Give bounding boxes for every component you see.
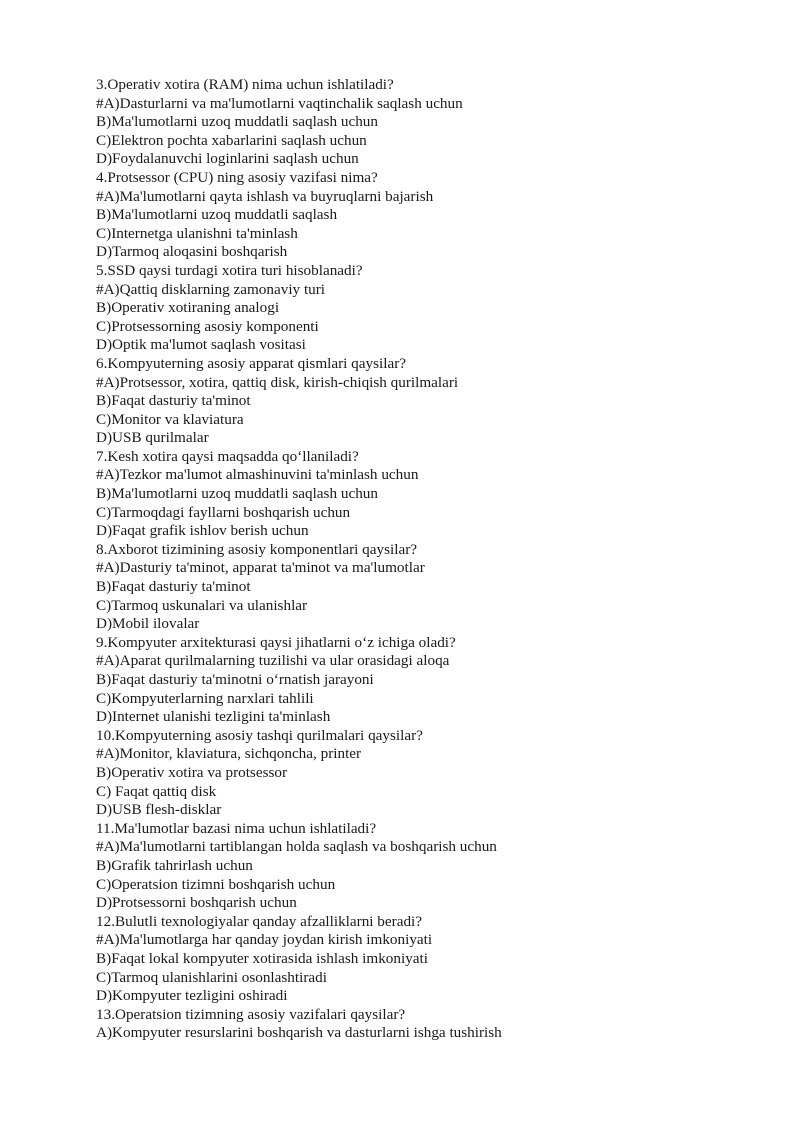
question-4: 4.Protsessor (CPU) ning asosiy vazifasi nima?: [96, 168, 378, 186]
answer-line: C)Elektron pochta xabarlarini saqlash uchun: [96, 131, 367, 149]
answer-line: C)Monitor va klaviatura: [96, 410, 244, 428]
answer-line: #A)Ma'lumotlarga har qanday joydan kirish imkoniyati: [96, 931, 433, 949]
answer-line: B)Grafik tahrirlash uchun: [96, 856, 253, 874]
answer-line: #A)Aparat qurilmalarning tuzilishi va ular orasidagi aloqa: [96, 652, 450, 670]
answer-line: C)Tarmoq ulanishlarini osonlashtiradi: [96, 968, 327, 986]
answer-line: D)Foydalanuvchi loginlarini saqlash uchun: [96, 150, 359, 168]
question-10: 10.Kompyuterning asosiy tashqi qurilmalari qaysilar?: [96, 726, 423, 744]
answer-line: C)Internetga ulanishni ta'minlash: [96, 224, 298, 242]
answer-line: B)Faqat dasturiy ta'minot: [96, 392, 251, 410]
answer-line: B)Operativ xotiraning analogi: [96, 299, 280, 317]
question-9: 9.Kompyuter arxitekturasi qaysi jihatlarni o‘z ichiga oladi?: [96, 633, 456, 651]
answer-line: B)Faqat lokal kompyuter xotirasida ishlash imkoniyati: [96, 949, 428, 967]
question-5: 5.SSD qaysi turdagi xotira turi hisoblanadi?: [96, 261, 363, 279]
answer-line: D)Mobil ilovalar: [96, 615, 200, 633]
answer-line: #A)Ma'lumotlarni tartiblangan holda saqlash va boshqarish uchun: [96, 838, 497, 856]
answer-line: B)Operativ xotira va protsessor: [96, 763, 288, 781]
answer-line: B)Ma'lumotlarni uzoq muddatli saqlash uchun: [96, 113, 378, 131]
answer-line: C)Tarmoq uskunalari va ulanishlar: [96, 596, 308, 614]
answer-line: #A)Ma'lumotlarni qayta ishlash va buyruqlarni bajarish: [96, 187, 434, 205]
answer-line: D)Kompyuter tezligini oshiradi: [96, 987, 288, 1005]
question-12: 12.Bulutli texnologiyalar qanday afzalliklarni beradi?: [96, 912, 422, 930]
answer-line: #A)Qattiq disklarning zamonaviy turi: [96, 280, 326, 298]
answer-line: D)Internet ulanishi tezligini ta'minlash: [96, 708, 331, 726]
answer-line: #A)Monitor, klaviatura, sichqoncha, printer: [96, 745, 362, 763]
answer-line: D)Optik ma'lumot saqlash vositasi: [96, 336, 306, 354]
answer-line: C)Protsessorning asosiy komponenti: [96, 317, 319, 335]
answer-line: C)Kompyuterlarning narxlari tahlili: [96, 689, 314, 707]
quiz-text-block: [96, 76, 776, 1043]
answer-line: #A)Dasturiy ta'minot, apparat ta'minot va ma'lumotlar: [96, 559, 425, 577]
answer-line: D)USB flesh-disklar: [96, 801, 222, 819]
answer-line: D)Faqat grafik ishlov berish uchun: [96, 522, 309, 540]
answer-line: C)Operatsion tizimni boshqarish uchun: [96, 875, 336, 893]
answer-line: D)USB qurilmalar: [96, 429, 209, 447]
answer-line: B)Ma'lumotlarni uzoq muddatli saqlash: [96, 206, 338, 224]
question-3: 3.Operativ xotira (RAM) nima uchun ishlatiladi?: [96, 76, 394, 93]
answer-line: A)Kompyuter resurslarini boshqarish va dasturlarni ishga tushirish: [96, 1024, 502, 1042]
answer-line: D)Protsessorni boshqarish uchun: [96, 894, 297, 912]
question-8: 8.Axborot tizimining asosiy komponentlari qaysilar?: [96, 540, 417, 558]
question-7: 7.Kesh xotira qaysi maqsadda qo‘llaniladi?: [96, 447, 359, 465]
answer-line: #A)Tezkor ma'lumot almashinuvini ta'minlash uchun: [96, 466, 419, 484]
answer-line: C)Tarmoqdagi fayllarni boshqarish uchun: [96, 503, 351, 521]
answer-line: C) Faqat qattiq disk: [96, 782, 217, 800]
question-6: 6.Kompyuterning asosiy apparat qismlari qaysilar?: [96, 354, 407, 372]
question-13: 13.Operatsion tizimning asosiy vazifalari qaysilar?: [96, 1005, 406, 1023]
answer-line: B)Ma'lumotlarni uzoq muddatli saqlash uchun: [96, 485, 378, 503]
question-11: 11.Ma'lumotlar bazasi nima uchun ishlatiladi?: [96, 819, 377, 837]
answer-line: #A)Dasturlarni va ma'lumotlarni vaqtinchalik saqlash uchun: [96, 94, 463, 112]
answer-line: B)Faqat dasturiy ta'minot: [96, 578, 251, 596]
answer-line: #A)Protsessor, xotira, qattiq disk, kirish-chiqish qurilmalari: [96, 373, 459, 391]
answer-line: D)Tarmoq aloqasini boshqarish: [96, 243, 288, 261]
answer-line: B)Faqat dasturiy ta'minotni o‘rnatish jarayoni: [96, 671, 374, 688]
